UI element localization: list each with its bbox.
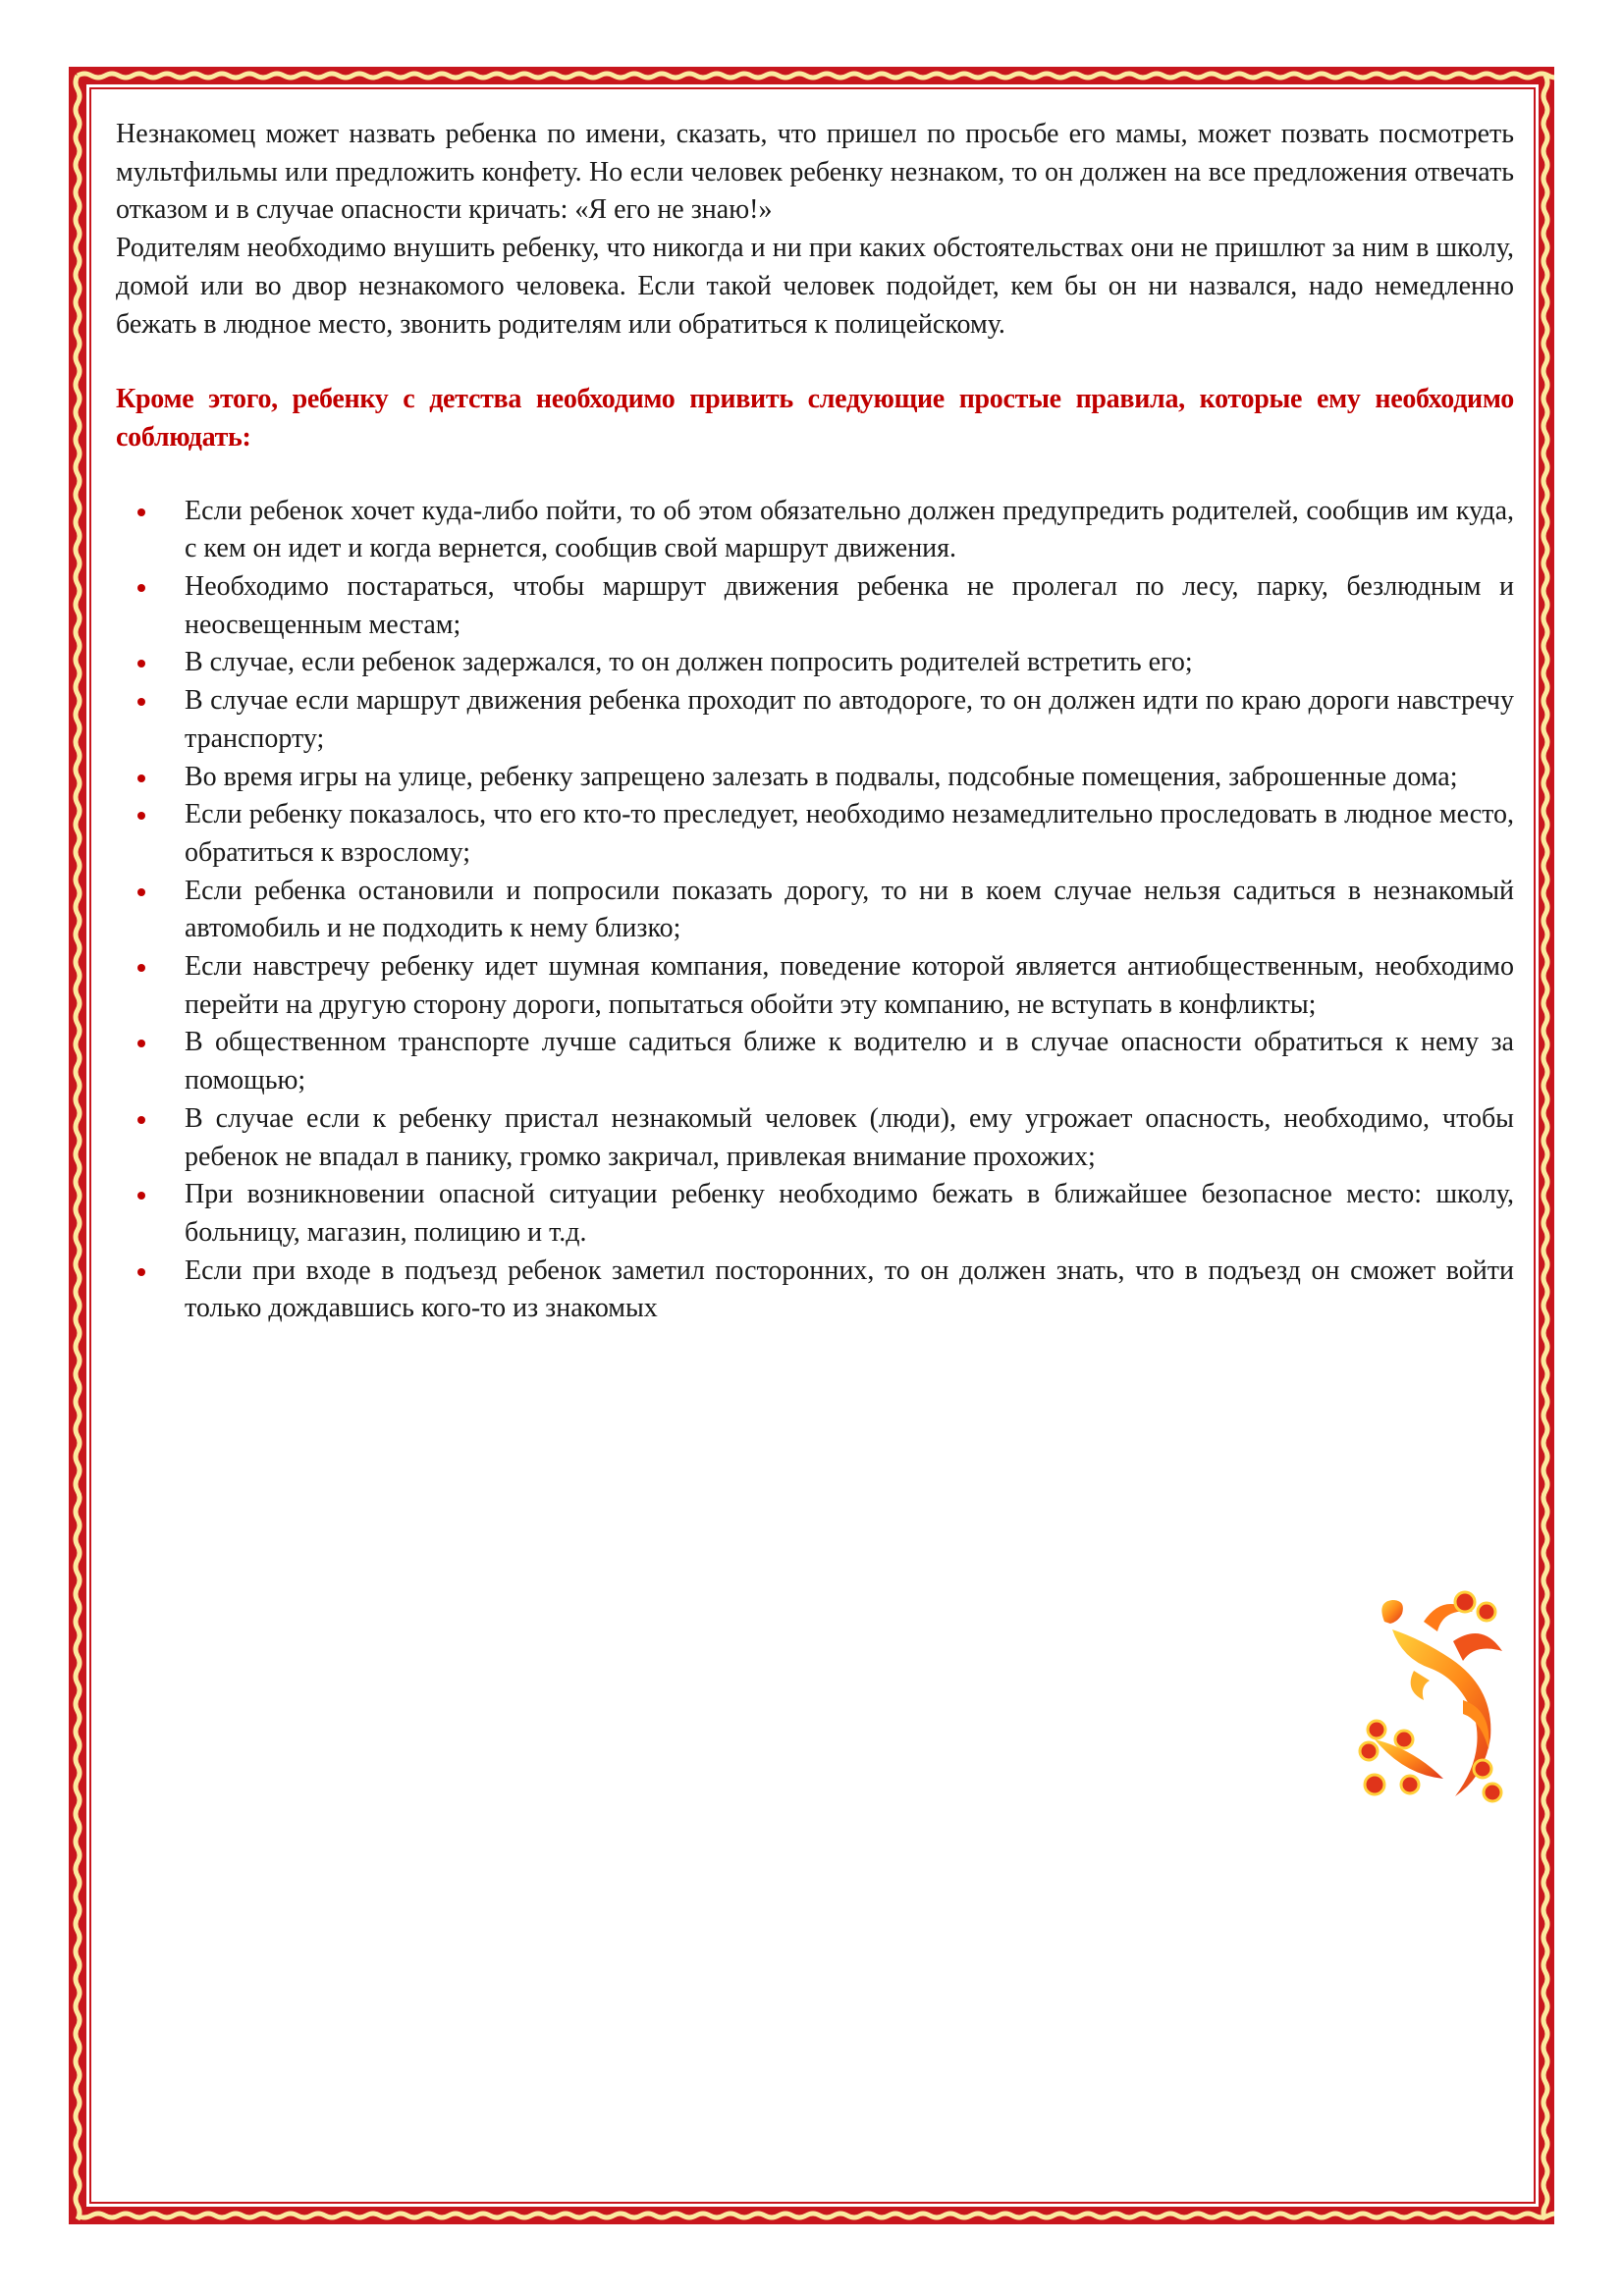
rule-text: В общественном транспорте лучше садиться ближе к водителю и в случае опасности обратиться к нему за помощью; xyxy=(185,1027,1514,1096)
rule-text: Если при входе в подъезд ребенок заметил посторонних, то он должен знать, что в подъезд он сможет войти только дождавшись кого-то из знакомых xyxy=(185,1255,1514,1324)
rule-text: Если ребенок хочет куда-либо пойти, то об этом обязательно должен предупредить родителей, сообщив им куда, с кем он идет и когда вернется, сообщив свой маршрут движения. xyxy=(185,495,1514,564)
rule-item xyxy=(116,1253,1514,1328)
bullet-icon xyxy=(137,508,145,516)
firebird-icon xyxy=(1355,1582,1512,1808)
rule-text: Необходимо постараться, чтобы маршрут движения ребенка не пролегал по лесу, парку, безлюдным и неосвещенным местам; xyxy=(185,571,1514,640)
rules-heading: Кроме этого, ребенку с детства необходимо привить следующие простые правила, которые ему необходимо соблюдать: xyxy=(116,384,1514,453)
rule-item xyxy=(116,1100,1514,1176)
intro-section xyxy=(116,116,1514,344)
bullet-icon xyxy=(137,660,145,667)
rule-text: Если ребенку показалось, что его кто-то преследует, необходимо незамедлительно проследовать в людное место, обратиться к взрослому; xyxy=(185,799,1514,868)
bullet-icon xyxy=(137,964,145,972)
rule-item xyxy=(116,1176,1514,1252)
rule-text: В случае если маршрут движения ребенка проходит по автодороге, то он должен идти по краю дороги навстречу транспорту; xyxy=(185,685,1514,754)
bullet-icon xyxy=(137,698,145,706)
intro-paragraph: Родителям необходимо внушить ребенку, что никогда и ни при каких обстоятельствах они не пришлют за ним в школу, домой или во двор незнакомого человека. Если такой человек подойдет, кем бы он ни назвался, надо немедленно бежать в людное место, звонить родителям или обратиться к полицейскому. xyxy=(116,233,1514,340)
rule-item xyxy=(116,568,1514,644)
bullet-icon xyxy=(137,1268,145,1276)
bullet-icon xyxy=(137,1040,145,1047)
bullet-icon xyxy=(137,584,145,592)
rule-item xyxy=(116,759,1514,797)
bullet-icon xyxy=(137,1116,145,1124)
rule-item xyxy=(116,644,1514,682)
rule-text: В случае, если ребенок задержался, то он должен попросить родителей встретить его; xyxy=(185,647,1193,678)
rules-list xyxy=(116,493,1514,1328)
bullet-icon xyxy=(137,774,145,782)
rule-item xyxy=(116,948,1514,1024)
bullet-icon xyxy=(137,812,145,820)
rule-text: Если навстречу ребенку идет шумная компания, поведение которой является антиобщественным, необходимо перейти на другую сторону дороги, попытаться обойти эту компанию, не вступать в конфликты; xyxy=(185,951,1514,1020)
rule-text: Если ребенка остановили и попросили показать дорогу, то ни в коем случае нельзя садиться в незнакомый автомобиль и не подходить к нему близко; xyxy=(185,875,1514,944)
rule-text: При возникновении опасной ситуации ребенку необходимо бежать в ближайшее безопасное место: школу, больницу, магазин, полицию и т.д. xyxy=(185,1179,1514,1248)
intro-paragraph: Незнакомец может назвать ребенка по имени, сказать, что пришел по просьбе его мамы, может позвать посмотреть мультфильмы или предложить конфету. Но если человек ребенку незнаком, то он должен на все предложения отвечать отказом и в случае опасности кричать: «Я его не знаю!» xyxy=(116,119,1514,226)
bullet-icon xyxy=(137,888,145,896)
bullet-icon xyxy=(137,1192,145,1200)
rule-item xyxy=(116,796,1514,872)
rule-item xyxy=(116,493,1514,568)
rule-item xyxy=(116,682,1514,758)
document-body xyxy=(116,116,1514,1328)
rule-item xyxy=(116,1024,1514,1099)
rule-text: Во время игры на улице, ребенку запрещено залезать в подвалы, подсобные помещения, заброшенные дома; xyxy=(185,761,1458,792)
rule-item xyxy=(116,873,1514,948)
rule-text: В случае если к ребенку пристал незнакомый человек (люди), ему угрожает опасность, необходимо, чтобы ребенок не впадал в панику, громко закричал, привлекая внимание прохожих; xyxy=(185,1102,1514,1172)
